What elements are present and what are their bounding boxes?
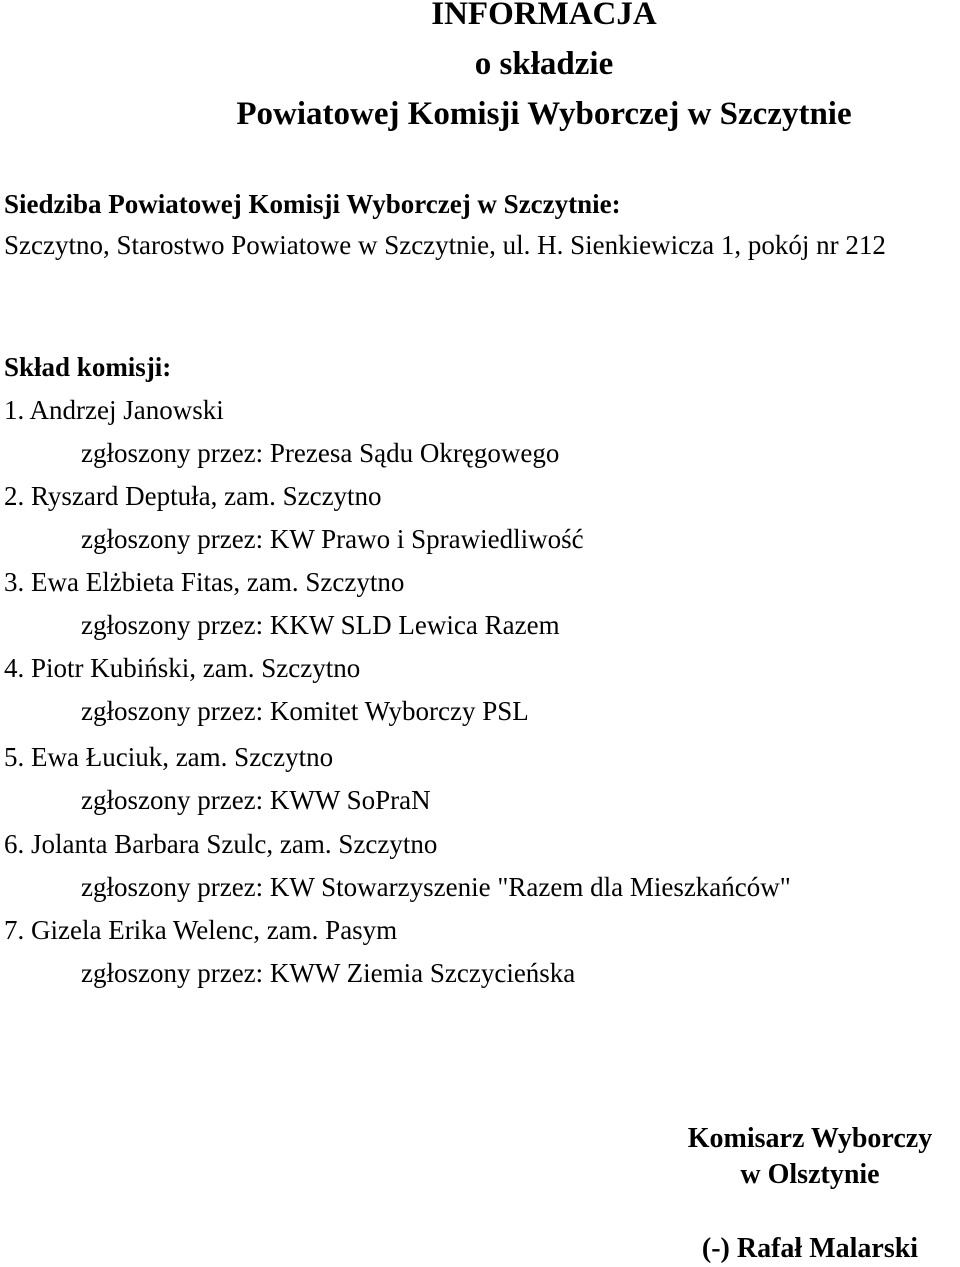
member-item [4, 564, 560, 643]
seat-address: Szczytno, Starostwo Powiatowe w Szczytnie, ul. H. Sienkiewicza 1, pokój nr 212 [4, 230, 886, 260]
member-nominated: zgłoszony przez: Komitet Wyborczy PSL [81, 696, 529, 726]
member-item [4, 739, 431, 818]
member-item [4, 392, 559, 471]
member-item [4, 826, 791, 905]
member-nominated: zgłoszony przez: KKW SLD Lewica Razem [81, 610, 560, 640]
member-name: 1. Andrzej Janowski [4, 395, 224, 425]
document-subtitle: o składzie [474, 46, 614, 82]
seat-label: Siedziba Powiatowej Komisji Wyborczej w Szczytnie: [4, 189, 621, 219]
composition-label: Skład komisji: [4, 352, 172, 382]
member-name: 2. Ryszard Deptuła, zam. Szczytno [4, 481, 382, 511]
member-nominated: zgłoszony przez: KWW Ziemia Szczycieńska [81, 958, 576, 988]
member-name: 3. Ewa Elżbieta Fitas, zam. Szczytno [4, 567, 405, 597]
signatory-name: (-) Rafał Malarski [701, 1233, 919, 1264]
member-nominated: zgłoszony przez: KW Prawo i Sprawiedliwość [81, 524, 584, 554]
document-title: INFORMACJA [431, 0, 657, 32]
member-name: 7. Gizela Erika Welenc, zam. Pasym [4, 915, 398, 945]
member-item [4, 912, 575, 991]
signatory-city: w Olsztynie [740, 1159, 880, 1190]
member-nominated: zgłoszony przez: KWW SoPraN [81, 785, 431, 815]
commission-name: Powiatowej Komisji Wyborczej w Szczytnie [236, 96, 852, 132]
member-nominated: zgłoszony przez: KW Stowarzyszenie "Razem dla Mieszkańców" [81, 872, 791, 902]
member-item [4, 650, 529, 729]
member-name: 6. Jolanta Barbara Szulc, zam. Szczytno [4, 829, 438, 859]
member-nominated: zgłoszony przez: Prezesa Sądu Okręgowego [81, 438, 560, 468]
signatory-title: Komisarz Wyborczy [687, 1123, 933, 1154]
member-name: 4. Piotr Kubiński, zam. Szczytno [4, 653, 361, 683]
member-name: 5. Ewa Łuciuk, zam. Szczytno [4, 742, 334, 772]
member-item [4, 478, 584, 557]
